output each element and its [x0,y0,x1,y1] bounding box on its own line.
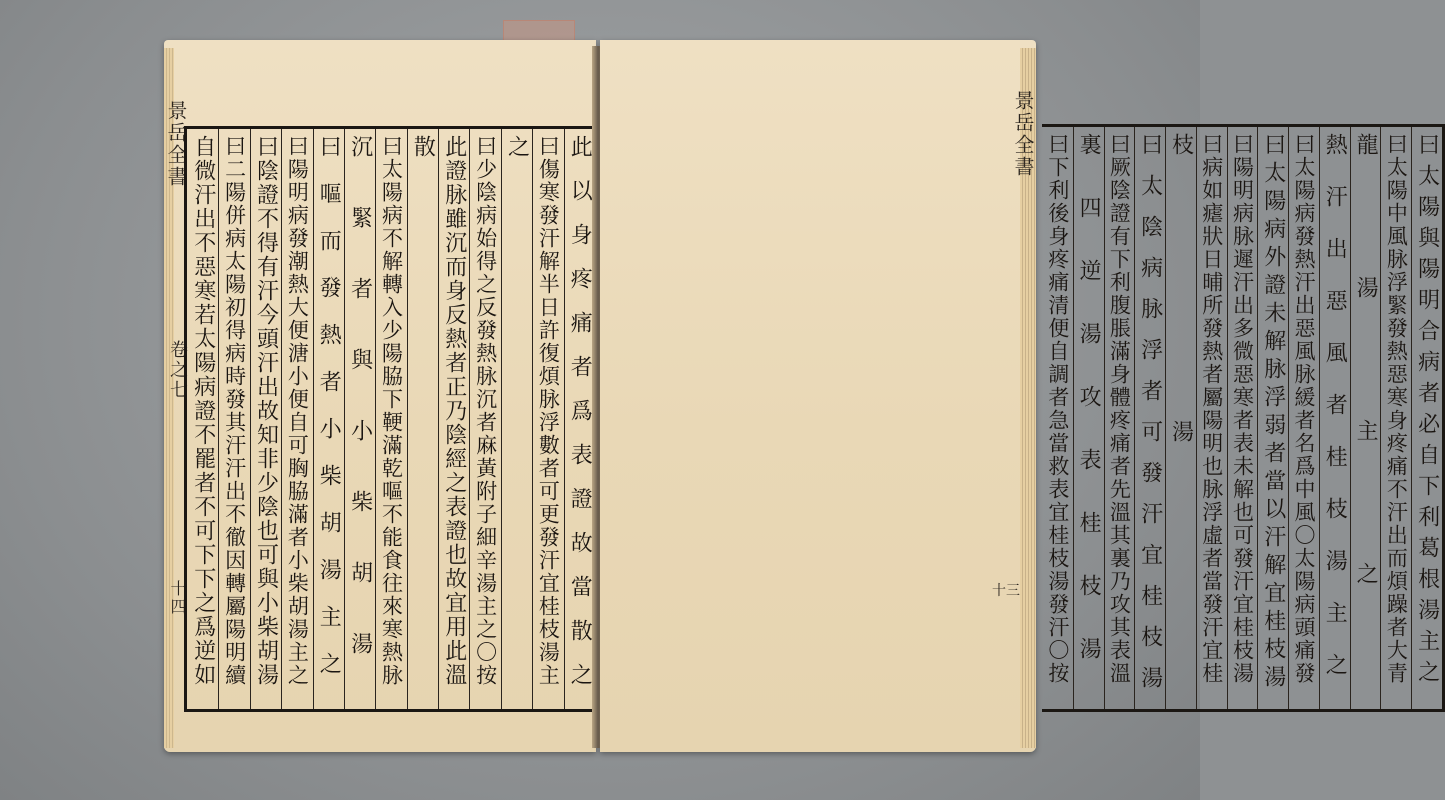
column-rule [407,129,408,709]
column-text: 曰太陽病發熱汗出惡風脉緩者名爲中風〇太陽病頭痛發 [1292,133,1317,685]
right-margin-title: 景岳全書 [1011,90,1035,178]
column-rule [1257,127,1258,709]
column-text: 此以身疼痛者爲表證故當散之 [567,135,593,707]
column-rule [1104,127,1105,709]
text-column [1196,127,1227,709]
column-rule [469,129,470,709]
text-column [1134,127,1165,709]
column-rule [1350,127,1351,709]
text-column [501,129,532,709]
column-text: 曰二陽併病太陽初得病時發其汗汗出不徹因轉屬陽明續 [222,135,247,687]
column-text: 此證脉雖沉而身反熱者正乃陰經之表證也故宜用此溫 [441,135,467,687]
text-column [375,129,406,709]
column-text: 曰陰證不得有汗今頭汗出故知非少陰也可與小柴胡湯 [253,135,279,687]
column-text: 曰厥陰證有下利腹脹滿身體疼痛者先溫其裏乃攻其表溫 [1107,133,1132,685]
text-column [1165,127,1196,709]
column-text: 龍湯主之 [1353,133,1379,705]
column-rule [313,129,314,709]
text-column [281,129,312,709]
column-text: 曰太陽與陽明合病者必自下利葛根湯主之 [1414,133,1440,691]
column-rule [564,129,565,709]
column-text: 曰下利後身疼痛清便自調者急當救表宜桂枝湯發汗〇按 [1045,133,1070,685]
text-column [407,129,438,709]
column-rule [375,129,376,709]
column-rule [1134,127,1135,709]
text-column [1288,127,1319,709]
column-rule [1196,127,1197,709]
column-rule [1288,127,1289,709]
right-folio: 十三 [992,583,1020,599]
column-text: 之 [504,135,530,707]
column-text: 曰陽明病發潮熱大便溏小便自可胸脇滿者小柴胡湯主之 [285,135,310,687]
column-rule [218,129,219,709]
column-text: 曰傷寒發汗解半日許復煩脉浮數者可更發汗宜桂枝湯主 [536,135,561,687]
column-text: 曰太陽病不解轉入少陽脇下鞕滿乾嘔不能食往來寒熱脉 [379,135,404,687]
column-rule [1319,127,1320,709]
text-column [187,129,218,709]
left-folio: 十四 [168,580,187,616]
text-column [313,129,344,709]
text-column [564,129,595,709]
column-rule [532,129,533,709]
column-rule [438,129,439,709]
column-text: 曰太陽病外證未解脉浮弱者當以汗解宜桂枝湯 [1260,133,1286,693]
column-text: 熱汗出惡風者桂枝湯主之 [1322,133,1348,705]
column-text: 曰陽明病脉遲汗出多微惡寒者表未解也可發汗宜桂枝湯 [1230,133,1255,685]
right-page [600,40,1440,752]
text-column [1411,127,1442,709]
column-rule [344,129,345,709]
text-column [438,129,469,709]
column-text: 枝湯 [1168,133,1194,707]
right-text-frame [1042,124,1445,712]
column-rule [1227,127,1228,709]
column-rule [1165,127,1166,709]
column-text: 曰病如瘧狀日晡所發熱者屬陽明也脉浮虛者當發汗宜桂 [1199,133,1224,685]
text-column [1380,127,1411,709]
column-text: 曰少陰病始得之反發熱脉沉者麻黃附子細辛湯主之〇按 [473,135,498,687]
column-text: 曰嘔而發熱者小柴胡湯主之 [316,135,342,699]
column-rule [250,129,251,709]
column-text: 曰太陰病脉浮者可發汗宜桂枝湯 [1137,133,1163,707]
column-rule [501,129,502,709]
text-column [218,129,249,709]
text-column [532,129,563,709]
text-column [469,129,500,709]
left-margin-chapter: 卷之七 [167,340,188,400]
text-column [1319,127,1350,709]
column-text: 曰太陽中風脉浮緊發熱惡寒身疼痛不汗出而煩躁者大青 [1384,133,1409,685]
column-rule [1411,127,1412,709]
column-text: 裏四逆湯攻表桂枝湯 [1076,133,1102,700]
left-margin-title: 景岳全書 [164,100,188,188]
text-column [1227,127,1258,709]
column-rule [1380,127,1381,709]
left-text-frame [184,126,595,712]
left-page [164,40,596,752]
column-text: 自微汗出不惡寒若太陽病證不罷者不可下下之爲逆如 [190,135,216,687]
text-column [1104,127,1135,709]
text-column [344,129,375,709]
open-book [164,40,1440,752]
column-rule [1073,127,1074,709]
column-text: 沉緊者與小柴胡湯 [347,135,373,703]
column-text: 散 [410,135,436,707]
text-column [250,129,281,709]
text-column [1257,127,1288,709]
text-column [1350,127,1381,709]
text-column [1042,127,1073,709]
text-column [1073,127,1104,709]
column-rule [281,129,282,709]
